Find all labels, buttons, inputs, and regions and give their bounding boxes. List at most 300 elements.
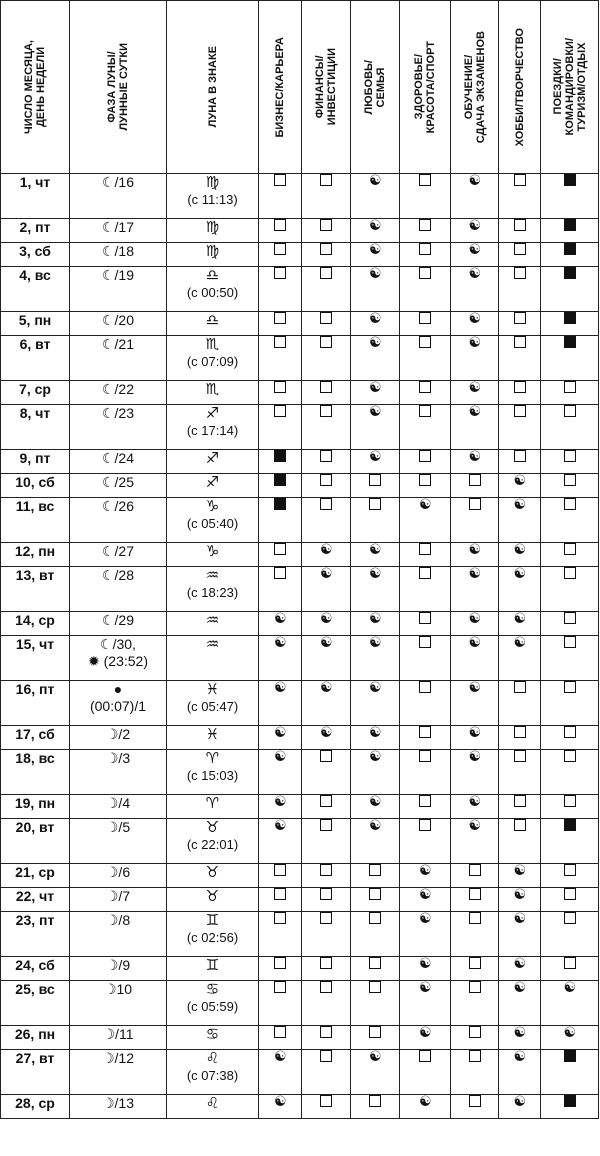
mark-hobby: [499, 864, 541, 888]
table-row: [1, 450, 599, 474]
zodiac-sign-icon: ♉: [205, 819, 220, 836]
zodiac-sign-icon: ♌: [205, 1050, 220, 1067]
yin-yang-icon: ☯: [419, 496, 432, 512]
header-sign: ЛУНА В ЗНАКЕ: [167, 1, 259, 174]
sign-entry-time: (с 05:40): [186, 516, 239, 531]
empty-square-icon: [469, 498, 481, 510]
mark-study: [451, 912, 499, 957]
zodiac-sign-icon: ♉: [205, 864, 220, 881]
table-row: [1, 888, 599, 912]
mark-business: [259, 243, 302, 267]
mark-hobby: [499, 312, 541, 336]
day-date: 27, вт: [1, 1050, 70, 1095]
filled-square-icon: [564, 1095, 576, 1107]
mark-study: [451, 819, 499, 864]
empty-square-icon: [419, 567, 431, 579]
moon-phase: ☾/29: [70, 612, 167, 636]
mark-hobby: [499, 474, 541, 498]
mark-travel: [541, 981, 599, 1026]
filled-square-icon: [564, 819, 576, 831]
moon-sign-cell: [167, 726, 259, 750]
empty-square-icon: [369, 864, 381, 876]
mark-business: [259, 450, 302, 474]
mark-hobby: [499, 498, 541, 543]
mark-business: [259, 726, 302, 750]
mark-study: [451, 450, 499, 474]
mark-travel: [541, 567, 599, 612]
empty-square-icon: [514, 174, 526, 186]
mark-finance: [302, 957, 351, 981]
yin-yang-icon: ☯: [513, 634, 527, 650]
mark-travel: [541, 243, 599, 267]
mark-study: [451, 981, 499, 1026]
empty-square-icon: [564, 636, 576, 648]
empty-square-icon: [369, 981, 381, 993]
zodiac-sign-icon: ♉: [205, 888, 220, 905]
mark-hobby: [499, 381, 541, 405]
empty-square-icon: [419, 312, 431, 324]
yin-yang-icon: ☯: [320, 565, 333, 581]
day-date: 19, пн: [1, 795, 70, 819]
empty-square-icon: [320, 450, 332, 462]
empty-square-icon: [419, 267, 431, 279]
zodiac-sign-icon: ♐: [205, 405, 220, 422]
mark-study: [451, 795, 499, 819]
empty-square-icon: [419, 750, 431, 762]
mark-travel: [541, 267, 599, 312]
filled-square-icon: [274, 450, 286, 462]
empty-square-icon: [320, 981, 332, 993]
moon-phase: ● (00:07)/1: [70, 681, 167, 726]
day-date: 25, вс: [1, 981, 70, 1026]
yin-yang-icon: ☯: [513, 496, 527, 512]
moon-phase: ☾/24: [70, 450, 167, 474]
mark-hobby: [499, 726, 541, 750]
moon-phase: ☾/26: [70, 498, 167, 543]
table-row: [1, 267, 599, 312]
empty-square-icon: [274, 543, 286, 555]
moon-phase: ☾/25: [70, 474, 167, 498]
zodiac-sign-icon: ♎: [205, 312, 220, 329]
yin-yang-icon: ☯: [274, 1093, 287, 1109]
zodiac-sign-icon: ♊: [205, 957, 220, 974]
mark-hobby: [499, 981, 541, 1026]
mark-health: [400, 312, 451, 336]
moon-phase: ☽/3: [70, 750, 167, 795]
yin-yang-icon: ☯: [274, 679, 287, 695]
empty-square-icon: [320, 219, 332, 231]
yin-yang-icon: ☯: [369, 724, 382, 740]
mark-travel: [541, 336, 599, 381]
mark-travel: [541, 957, 599, 981]
empty-square-icon: [514, 312, 526, 324]
moon-phase: ☾/28: [70, 567, 167, 612]
yin-yang-icon: ☯: [468, 403, 482, 419]
mark-study: [451, 174, 499, 219]
header-row: [1, 1, 599, 174]
empty-square-icon: [564, 864, 576, 876]
moon-phase: ☽/9: [70, 957, 167, 981]
mark-business: [259, 174, 302, 219]
mark-love: [351, 981, 400, 1026]
yin-yang-icon: ☯: [513, 910, 527, 926]
moon-phase: ☾/23: [70, 405, 167, 450]
yin-yang-icon: ☯: [468, 334, 482, 350]
empty-square-icon: [564, 888, 576, 900]
mark-love: [351, 726, 400, 750]
empty-square-icon: [320, 312, 332, 324]
yin-yang-icon: ☯: [419, 1024, 432, 1040]
day-date: 14, ср: [1, 612, 70, 636]
empty-square-icon: [369, 912, 381, 924]
yin-yang-icon: ☯: [320, 724, 333, 740]
zodiac-sign-icon: ♏: [205, 336, 220, 353]
empty-square-icon: [419, 681, 431, 693]
mark-finance: [302, 336, 351, 381]
mark-business: [259, 1095, 302, 1119]
table-row: [1, 405, 599, 450]
empty-square-icon: [274, 864, 286, 876]
mark-finance: [302, 864, 351, 888]
moon-sign-cell: [167, 1050, 259, 1095]
moon-sign-cell: [167, 543, 259, 567]
empty-square-icon: [514, 405, 526, 417]
day-date: 20, вт: [1, 819, 70, 864]
empty-square-icon: [369, 957, 381, 969]
mark-hobby: [499, 543, 541, 567]
mark-business: [259, 795, 302, 819]
empty-square-icon: [274, 405, 286, 417]
filled-square-icon: [564, 219, 576, 231]
mark-health: [400, 1095, 451, 1119]
mark-love: [351, 750, 400, 795]
zodiac-sign-icon: ♊: [205, 912, 220, 929]
mark-travel: [541, 912, 599, 957]
zodiac-sign-icon: ♐: [205, 450, 220, 467]
mark-business: [259, 888, 302, 912]
mark-health: [400, 174, 451, 219]
empty-square-icon: [514, 336, 526, 348]
zodiac-sign-icon: ♑: [205, 498, 220, 515]
mark-business: [259, 681, 302, 726]
yin-yang-icon: ☯: [419, 910, 432, 926]
empty-square-icon: [274, 174, 286, 186]
mark-love: [351, 912, 400, 957]
mark-travel: [541, 381, 599, 405]
moon-sign-cell: [167, 636, 259, 681]
empty-square-icon: [419, 405, 431, 417]
empty-square-icon: [320, 1095, 332, 1107]
mark-finance: [302, 726, 351, 750]
yin-yang-icon: ☯: [468, 379, 482, 395]
mark-study: [451, 219, 499, 243]
moon-sign-cell: [167, 267, 259, 312]
mark-health: [400, 726, 451, 750]
moon-phase: ☾/22: [70, 381, 167, 405]
empty-square-icon: [469, 1095, 481, 1107]
empty-square-icon: [419, 174, 431, 186]
moon-sign-cell: [167, 312, 259, 336]
mark-love: [351, 957, 400, 981]
day-date: 4, вс: [1, 267, 70, 312]
empty-square-icon: [469, 1050, 481, 1062]
empty-square-icon: [320, 864, 332, 876]
mark-travel: [541, 450, 599, 474]
zodiac-sign-icon: ♐: [205, 474, 220, 491]
empty-square-icon: [274, 957, 286, 969]
mark-health: [400, 912, 451, 957]
filled-square-icon: [274, 474, 286, 486]
yin-yang-icon: ☯: [468, 793, 482, 809]
table-row: [1, 912, 599, 957]
yin-yang-icon: ☯: [513, 1024, 527, 1040]
mark-finance: [302, 1050, 351, 1095]
mark-finance: [302, 636, 351, 681]
yin-yang-icon: ☯: [274, 748, 287, 764]
mark-travel: [541, 312, 599, 336]
yin-yang-icon: ☯: [468, 724, 482, 740]
yin-yang-icon: ☯: [513, 1048, 527, 1064]
empty-square-icon: [564, 750, 576, 762]
mark-travel: [541, 750, 599, 795]
mark-travel: [541, 1095, 599, 1119]
sign-entry-time: (с 02:56): [186, 930, 239, 945]
moon-phase: ☽/5: [70, 819, 167, 864]
table-row: [1, 957, 599, 981]
mark-love: [351, 381, 400, 405]
empty-square-icon: [274, 567, 286, 579]
mark-travel: [541, 795, 599, 819]
day-date: 10, сб: [1, 474, 70, 498]
filled-square-icon: [564, 243, 576, 255]
mark-business: [259, 750, 302, 795]
empty-square-icon: [564, 450, 576, 462]
mark-love: [351, 567, 400, 612]
zodiac-sign-icon: ♋: [205, 1026, 220, 1043]
day-date: 28, ср: [1, 1095, 70, 1119]
empty-square-icon: [419, 726, 431, 738]
empty-square-icon: [274, 912, 286, 924]
table-row: [1, 312, 599, 336]
empty-square-icon: [320, 243, 332, 255]
yin-yang-icon: ☯: [320, 634, 333, 650]
mark-health: [400, 567, 451, 612]
yin-yang-icon: ☯: [369, 1048, 382, 1064]
header-date: ЧИСЛО МЕСЯЦА, ДЕНЬ НЕДЕЛИ: [1, 1, 70, 174]
zodiac-sign-icon: ♓: [205, 726, 220, 743]
mark-hobby: [499, 888, 541, 912]
table-row: [1, 1026, 599, 1050]
yin-yang-icon: ☯: [369, 241, 382, 257]
moon-sign-cell: [167, 219, 259, 243]
moon-phase: ☽/6: [70, 864, 167, 888]
mark-love: [351, 543, 400, 567]
day-date: 6, вт: [1, 336, 70, 381]
mark-love: [351, 636, 400, 681]
sign-entry-time: (с 11:13): [187, 192, 238, 207]
sign-entry-time: (с 05:47): [186, 699, 239, 714]
mark-business: [259, 336, 302, 381]
yin-yang-icon: ☯: [369, 748, 382, 764]
filled-square-icon: [274, 498, 286, 510]
empty-square-icon: [514, 381, 526, 393]
mark-finance: [302, 219, 351, 243]
empty-square-icon: [274, 981, 286, 993]
empty-square-icon: [419, 219, 431, 231]
mark-health: [400, 636, 451, 681]
moon-sign-cell: [167, 381, 259, 405]
empty-square-icon: [419, 243, 431, 255]
empty-square-icon: [514, 450, 526, 462]
moon-phase: ☾/20: [70, 312, 167, 336]
empty-square-icon: [320, 381, 332, 393]
mark-love: [351, 174, 400, 219]
empty-square-icon: [274, 1026, 286, 1038]
table-row: [1, 864, 599, 888]
empty-square-icon: [514, 219, 526, 231]
zodiac-sign-icon: ♒: [205, 612, 220, 629]
mark-finance: [302, 888, 351, 912]
yin-yang-icon: ☯: [369, 610, 382, 626]
mark-finance: [302, 1095, 351, 1119]
day-date: 3, сб: [1, 243, 70, 267]
mark-finance: [302, 912, 351, 957]
yin-yang-icon: ☯: [513, 541, 527, 557]
mark-study: [451, 636, 499, 681]
day-date: 13, вт: [1, 567, 70, 612]
empty-square-icon: [274, 336, 286, 348]
mark-hobby: [499, 750, 541, 795]
empty-square-icon: [564, 795, 576, 807]
mark-health: [400, 219, 451, 243]
empty-square-icon: [564, 726, 576, 738]
mark-business: [259, 405, 302, 450]
moon-sign-cell: [167, 498, 259, 543]
day-date: 21, ср: [1, 864, 70, 888]
sign-entry-time: (с 17:14): [186, 423, 239, 438]
day-date: 11, вс: [1, 498, 70, 543]
mark-business: [259, 381, 302, 405]
sign-entry-time: (с 07:38): [186, 1068, 239, 1083]
empty-square-icon: [419, 819, 431, 831]
mark-study: [451, 957, 499, 981]
moon-sign-cell: [167, 957, 259, 981]
mark-travel: [541, 498, 599, 543]
mark-finance: [302, 795, 351, 819]
mark-study: [451, 312, 499, 336]
mark-business: [259, 612, 302, 636]
moon-phase: ☽10: [70, 981, 167, 1026]
zodiac-sign-icon: ♒: [205, 567, 220, 584]
mark-business: [259, 267, 302, 312]
sign-entry-time: (с 22:01): [186, 837, 239, 852]
yin-yang-icon: ☯: [369, 448, 382, 464]
empty-square-icon: [320, 912, 332, 924]
moon-sign-cell: [167, 1026, 259, 1050]
zodiac-sign-icon: ♓: [205, 681, 220, 698]
day-date: 16, пт: [1, 681, 70, 726]
empty-square-icon: [469, 981, 481, 993]
empty-square-icon: [320, 1026, 332, 1038]
mark-study: [451, 543, 499, 567]
mark-study: [451, 864, 499, 888]
header-travel: ПОЕЗДКИ/ КОМАНДИРОВКИ/ ТУРИЗМ/ОТДЫХ: [541, 1, 599, 174]
mark-finance: [302, 381, 351, 405]
mark-finance: [302, 174, 351, 219]
empty-square-icon: [514, 243, 526, 255]
mark-travel: [541, 174, 599, 219]
yin-yang-icon: ☯: [369, 403, 382, 419]
yin-yang-icon: ☯: [419, 955, 432, 971]
yin-yang-icon: ☯: [320, 541, 333, 557]
day-date: 17, сб: [1, 726, 70, 750]
day-date: 8, чт: [1, 405, 70, 450]
mark-study: [451, 1026, 499, 1050]
mark-travel: [541, 474, 599, 498]
empty-square-icon: [320, 819, 332, 831]
zodiac-sign-icon: ♌: [205, 1095, 220, 1112]
mark-study: [451, 336, 499, 381]
mark-hobby: [499, 267, 541, 312]
moon-phase: ☽/4: [70, 795, 167, 819]
empty-square-icon: [564, 498, 576, 510]
zodiac-sign-icon: ♍: [205, 243, 220, 260]
table-row: [1, 474, 599, 498]
empty-square-icon: [419, 381, 431, 393]
moon-sign-cell: [167, 819, 259, 864]
mark-health: [400, 243, 451, 267]
mark-travel: [541, 864, 599, 888]
empty-square-icon: [274, 243, 286, 255]
empty-square-icon: [419, 336, 431, 348]
day-date: 22, чт: [1, 888, 70, 912]
empty-square-icon: [274, 888, 286, 900]
empty-square-icon: [274, 312, 286, 324]
empty-square-icon: [274, 267, 286, 279]
empty-square-icon: [514, 819, 526, 831]
filled-square-icon: [564, 174, 576, 186]
yin-yang-icon: ☯: [274, 793, 287, 809]
header-love: ЛЮБОВЬ/ СЕМЬЯ: [351, 1, 400, 174]
empty-square-icon: [469, 912, 481, 924]
day-date: 12, пн: [1, 543, 70, 567]
mark-hobby: [499, 1050, 541, 1095]
yin-yang-icon: ☯: [369, 541, 382, 557]
empty-square-icon: [564, 543, 576, 555]
empty-square-icon: [274, 381, 286, 393]
mark-travel: [541, 819, 599, 864]
yin-yang-icon: ☯: [468, 748, 482, 764]
yin-yang-icon: ☯: [513, 862, 527, 878]
mark-business: [259, 864, 302, 888]
moon-sign-cell: [167, 450, 259, 474]
table-row: [1, 243, 599, 267]
mark-health: [400, 957, 451, 981]
mark-health: [400, 888, 451, 912]
zodiac-sign-icon: ♒: [205, 636, 220, 653]
mark-hobby: [499, 612, 541, 636]
mark-health: [400, 681, 451, 726]
empty-square-icon: [320, 405, 332, 417]
zodiac-sign-icon: ♍: [205, 174, 220, 191]
empty-square-icon: [419, 612, 431, 624]
yin-yang-icon: ☯: [513, 979, 527, 995]
yin-yang-icon: ☯: [369, 379, 382, 395]
moon-phase: ☽/13: [70, 1095, 167, 1119]
empty-square-icon: [320, 474, 332, 486]
mark-finance: [302, 819, 351, 864]
empty-square-icon: [514, 795, 526, 807]
